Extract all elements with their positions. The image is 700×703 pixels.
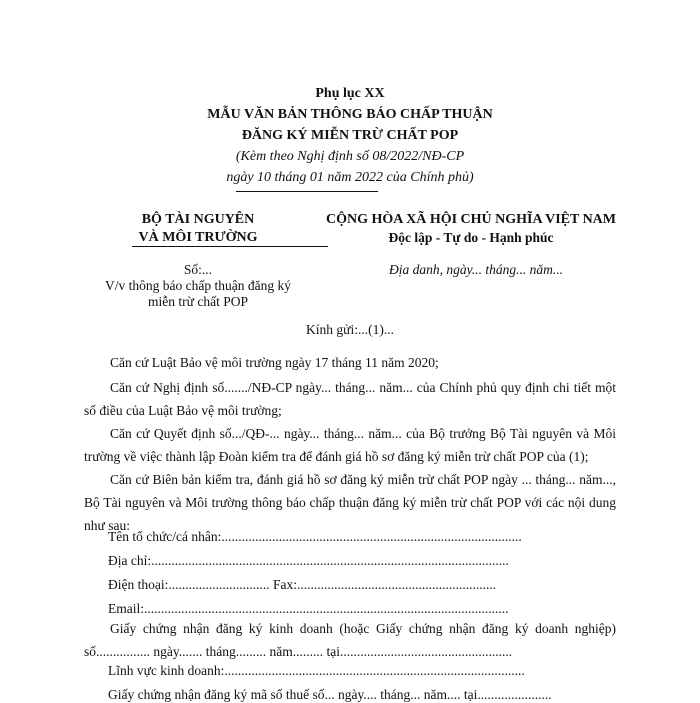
basis-inspection: Căn cứ Biên bản kiểm tra, đánh giá hồ sơ đăng ký miễn trừ chất POP ngày ... tháng... năm..., Bộ Tài nguyên và Môi trường thông báo chấp thuận đăng ký miễn trừ chất POP với các nội dung như sau: — [84, 472, 616, 533]
form-title-line2: ĐĂNG KÝ MIỄN TRỪ CHẤT POP — [241, 128, 459, 143]
basis-decree: Căn cứ Nghị định số......./NĐ-CP ngày... tháng... năm... của Chính phủ quy định chi tiết một số điều của Luật Bảo vệ môi trường; — [84, 380, 616, 418]
business-registration-field: Giấy chứng nhận đăng ký kinh doanh (hoặc Giấy chứng nhận đăng ký doanh nghiệp) số................ ngày....... tháng......... năm......... tại................................................... — [84, 621, 616, 659]
ministry-underline — [132, 246, 328, 247]
appendix-number: Phụ lục XX — [315, 86, 385, 101]
phone-fax-field: Điện thoại:.............................. Fax:........................................................... — [108, 577, 497, 592]
header-divider — [236, 191, 378, 192]
subject-line2: miễn trừ chất POP — [148, 294, 248, 309]
recipient-line: Kính gửi:...(1)... — [306, 322, 394, 337]
attached-decree-line2: ngày 10 tháng 01 năm 2022 của Chính phủ) — [226, 170, 474, 185]
ministry-name-line1: BỘ TÀI NGUYÊN — [141, 212, 255, 227]
email-field: Email:............................................................................................................ — [108, 601, 509, 616]
place-date: Địa danh, ngày... tháng... năm... — [389, 262, 563, 277]
business-sector-field: Lĩnh vực kinh doanh:......................................................................................... — [108, 663, 525, 678]
tax-code-field: Giấy chứng nhận đăng ký mã số thuế số... ngày.... tháng... năm.... tại...................... — [108, 687, 552, 702]
attached-decree-line1: (Kèm theo Nghị định số 08/2022/NĐ-CP — [235, 149, 465, 164]
subject-line1: V/v thông báo chấp thuận đăng ký — [105, 278, 291, 293]
organization-name-field: Tên tổ chức/cá nhân:......................................................................................... — [108, 529, 522, 544]
national-motto: Độc lập - Tự do - Hạnh phúc — [388, 230, 554, 245]
ministry-name-line2: VÀ MÔI TRƯỜNG — [138, 230, 258, 245]
national-title: CỘNG HÒA XÃ HỘI CHỦ NGHĨA VIỆT NAM — [325, 212, 616, 227]
document-number: Số:... — [183, 262, 213, 277]
basis-law: Căn cứ Luật Bảo vệ môi trường ngày 17 tháng 11 năm 2020; — [110, 355, 439, 370]
basis-decision: Căn cứ Quyết định số.../QĐ-... ngày... tháng... năm... của Bộ trưởng Bộ Tài nguyên và Môi trường về việc thành lập Đoàn kiểm tra để đánh giá hồ sơ đăng ký miễn trừ chất POP của (1); — [84, 426, 616, 464]
form-title-line1: MẪU VĂN BẢN THÔNG BÁO CHẤP THUẬN — [207, 107, 493, 122]
address-field: Địa chỉ:.......................................................................................................... — [108, 553, 509, 568]
